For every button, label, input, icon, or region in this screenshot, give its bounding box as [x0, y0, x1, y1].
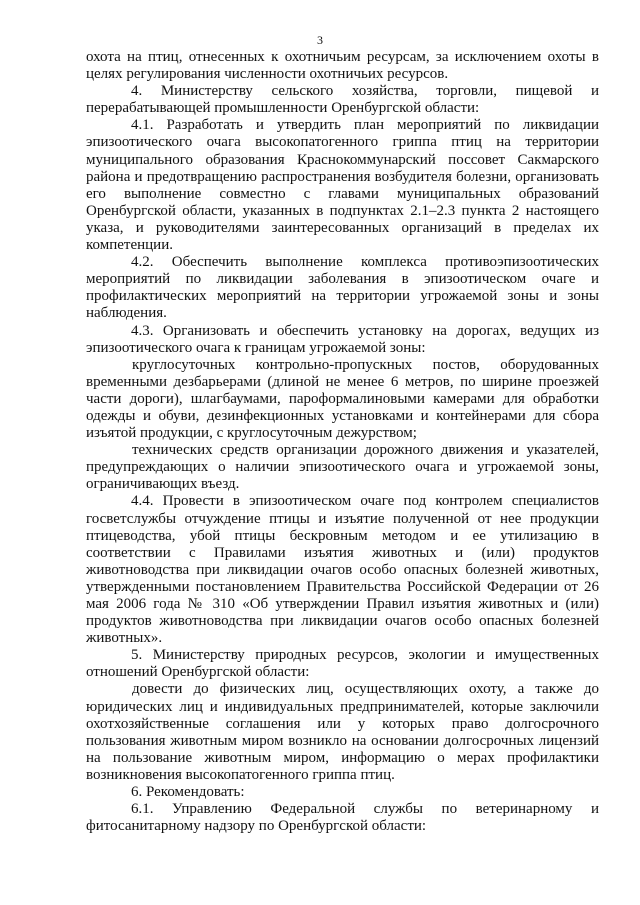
paragraph-item-6: 6. Рекомендовать:: [131, 784, 245, 801]
document-body: [86, 49, 599, 835]
paragraph-item-5: 5. Министерству природных ресурсов, экологии и имущественных отношений Оренбургской области:: [86, 647, 599, 681]
paragraph-traffic-means: технических средств организации дорожного движения и указателей, предупреждающих о наличии эпизоотического очага и угрожаемой зоны, ограничивающих въезд.: [86, 442, 599, 493]
paragraph-item-4-4: 4.4. Провести в эпизоотическом очаге под контролем специалистов госветслужбы отчуждение птицы и изъятие полученной от нее продукции птицеводства, убой птицы бескровным методом и ее утилизацию в соответствии с Правилами изъятия животных и (или) продуктов животноводства при ликвидации очагов особо опасных болезней животных, утвержденными постановлением Правительства Российской Федерации от 26 мая 2006 года № 310 «Об утверждении Правил изъятия животных и (или) продуктов животноводства при ликвидации очагов особо опасных болезней животных».: [86, 493, 599, 647]
paragraph-item-4-1: 4.1. Разработать и утвердить план мероприятий по ликвидации эпизоотического очага высокопатогенного гриппа птиц на территории муниципального образования Краснокоммунарский поссовет Сакмарского района и предотвращению распространения возбудителя болезни, организовать его выполнение совместно с главами муниципальных образований Оренбургской области, указанных в подпунктах 2.1–2.3 пункта 2 настоящего указа, и руководителями заинтересованных организаций в пределах их компетенции.: [86, 117, 599, 254]
paragraph-item-4-2: 4.2. Обеспечить выполнение комплекса противоэпизоотических мероприятий по ликвидации заболевания в эпизоотическом очаге и профилактических мероприятий на территории угрожаемой зоны и зоны наблюдения.: [86, 254, 599, 322]
paragraph-item-4-3: 4.3. Организовать и обеспечить установку на дорогах, ведущих из эпизоотического очага к границам угрожаемой зоны:: [86, 322, 599, 356]
paragraph-item-4: 4. Министерству сельского хозяйства, торговли, пищевой и перерабатывающей промышленности Оренбургской области:: [86, 83, 599, 117]
page-number: 3: [317, 33, 323, 47]
paragraph-item-6-1: 6.1. Управлению Федеральной службы по ветеринарному и фитосанитарному надзору по Оренбургской области:: [86, 801, 599, 835]
paragraph-checkpoints: круглосуточных контрольно-пропускных постов, оборудованных временными дезбарьерами (длиной не менее 6 метров, по ширине проезжей части дороги), шлагбаумами, пароформалиновыми камерами для обработки одежды и обуви, дезинфекционных установками и контейнерами для сбора изъятой продукции, с круглосуточным дежурством;: [86, 356, 599, 442]
paragraph-continuation: охота на птиц, отнесенных к охотничьим ресурсам, за исключением охоты в целях регулирования численности охотничьих ресурсов.: [86, 49, 599, 83]
paragraph-inform-hunters: довести до физических лиц, осуществляющих охоту, а также до юридических лиц и индивидуальных предпринимателей, которые заключили охотхозяйственные соглашения или у которых право долгосрочного пользования животным миром возникло на основании долгосрочных лицензий на пользование животным миром, информацию о мерах профилактики возникновения высокопатогенного гриппа птиц.: [86, 681, 599, 783]
